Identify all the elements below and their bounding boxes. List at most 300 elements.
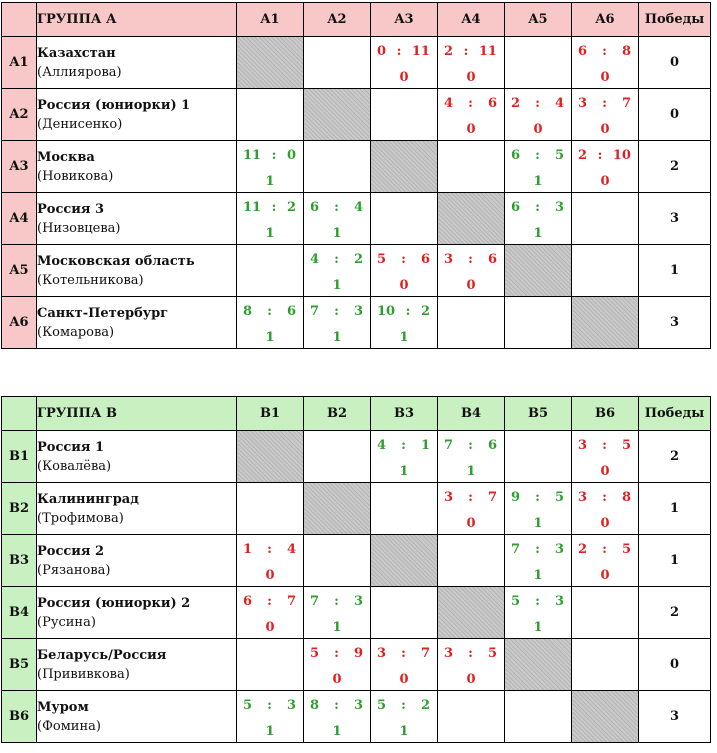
score-right: 8: [621, 44, 631, 59]
score-left: 3: [578, 96, 588, 111]
match-points: 1: [533, 568, 543, 583]
match-points: 0: [466, 516, 476, 531]
result-cell: [438, 37, 505, 89]
match-score: [237, 148, 303, 164]
result-cell: [572, 245, 639, 297]
result-cell: [505, 431, 572, 483]
match-points: 1: [265, 226, 275, 241]
team-cell: [37, 297, 237, 349]
team-cell: [37, 89, 237, 141]
team-name: Россия 2: [37, 543, 105, 559]
score-left: 2: [444, 44, 454, 59]
match-points: 0: [399, 70, 409, 85]
score-left: 6: [578, 44, 588, 59]
match-score: [438, 96, 504, 112]
result-cell: [237, 141, 304, 193]
team-name: Муром: [37, 699, 89, 715]
match-score: [237, 200, 303, 216]
match-score: [371, 438, 437, 454]
wins-count: 2: [639, 587, 711, 639]
result-cell: [371, 639, 438, 691]
score-left: 2: [578, 148, 588, 163]
row-id: A2: [2, 89, 37, 141]
coach-name: (Новикова): [37, 168, 114, 184]
score-left: 3: [444, 252, 454, 267]
result-cell: [572, 483, 639, 535]
score-separator: :: [334, 646, 339, 661]
match-score: [505, 542, 571, 558]
team-cell: [37, 431, 237, 483]
score-right: 2: [420, 304, 430, 319]
score-separator: :: [267, 594, 272, 609]
score-separator: :: [535, 200, 540, 215]
score-right: 6: [487, 96, 497, 111]
match-points: 1: [332, 226, 342, 241]
column-header: A5: [505, 3, 572, 37]
match-points: 0: [600, 174, 610, 189]
result-cell: [371, 297, 438, 349]
match-points: 1: [399, 724, 409, 739]
match-points: 0: [466, 672, 476, 687]
match-points: 1: [466, 464, 476, 479]
diagonal-cell: [371, 141, 438, 193]
score-left: 8: [243, 304, 253, 319]
match-score: [572, 438, 638, 454]
coach-name: (Комарова): [37, 324, 115, 340]
score-left: 9: [511, 490, 521, 505]
result-cell: [438, 89, 505, 141]
score-left: 5: [243, 698, 253, 713]
score-right: 3: [554, 542, 564, 557]
result-cell: [304, 587, 371, 639]
match-score: [237, 698, 303, 714]
score-left: 1: [243, 542, 253, 557]
score-right: 5: [621, 438, 631, 453]
team-cell: [37, 587, 237, 639]
score-left: 0: [377, 44, 387, 59]
result-cell: [438, 431, 505, 483]
match-score: [304, 200, 370, 216]
score-right: 3: [554, 200, 564, 215]
result-cell: [505, 141, 572, 193]
table-row: [2, 691, 711, 743]
match-score: [505, 148, 571, 164]
score-separator: :: [271, 148, 277, 163]
score-separator: :: [405, 304, 411, 319]
result-cell: [505, 483, 572, 535]
team-name: Россия 3: [37, 201, 105, 217]
diagonal-cell: [438, 193, 505, 245]
result-cell: [304, 639, 371, 691]
table-row: [2, 193, 711, 245]
wins-count: 1: [639, 483, 711, 535]
coach-name: (Низовцева): [37, 220, 121, 236]
score-left: 6: [243, 594, 253, 609]
team-cell: [37, 483, 237, 535]
wins-header: Победы: [639, 3, 711, 37]
score-right: 5: [554, 148, 564, 163]
corner-cell: [2, 3, 37, 37]
diagonal-cell: [237, 37, 304, 89]
score-separator: :: [267, 304, 272, 319]
match-score: [371, 304, 437, 320]
coach-name: (Фомина): [37, 718, 101, 734]
wins-count: 0: [639, 89, 711, 141]
column-header: B3: [371, 397, 438, 431]
match-score: [505, 594, 571, 610]
match-score: [438, 44, 504, 60]
score-right: 11: [478, 44, 497, 59]
coach-name: (Аллиярова): [37, 64, 122, 80]
match-score: [438, 490, 504, 506]
wins-count: 3: [639, 691, 711, 743]
table-row: [2, 431, 711, 483]
score-separator: :: [463, 44, 469, 59]
match-points: 0: [265, 620, 275, 635]
diagonal-cell: [572, 297, 639, 349]
score-right: 5: [554, 490, 564, 505]
score-right: 6: [487, 438, 497, 453]
match-points: 1: [265, 174, 275, 189]
score-right: 8: [621, 490, 631, 505]
score-separator: :: [401, 698, 406, 713]
score-left: 3: [578, 438, 588, 453]
result-cell: [237, 297, 304, 349]
match-score: [237, 304, 303, 320]
team-name: Казахстан: [37, 45, 116, 61]
match-points: 0: [466, 278, 476, 293]
score-separator: :: [597, 148, 603, 163]
table-row: [2, 89, 711, 141]
match-points: 0: [466, 70, 476, 85]
result-cell: [304, 431, 371, 483]
match-points: 0: [600, 516, 610, 531]
score-left: 3: [377, 646, 387, 661]
column-header: B5: [505, 397, 572, 431]
score-separator: :: [468, 96, 473, 111]
result-cell: [237, 691, 304, 743]
match-points: 1: [332, 724, 342, 739]
result-cell: [304, 297, 371, 349]
diagonal-cell: [237, 431, 304, 483]
table-row: [2, 587, 711, 639]
diagonal-cell: [572, 691, 639, 743]
result-cell: [505, 193, 572, 245]
row-id: B1: [2, 431, 37, 483]
match-score: [438, 252, 504, 268]
result-cell: [572, 89, 639, 141]
result-cell: [371, 483, 438, 535]
match-points: 1: [533, 516, 543, 531]
table-row: [2, 483, 711, 535]
score-right: 7: [420, 646, 430, 661]
result-cell: [371, 691, 438, 743]
score-right: 6: [487, 252, 497, 267]
row-id: B6: [2, 691, 37, 743]
match-points: 1: [265, 724, 275, 739]
score-separator: :: [535, 148, 540, 163]
team-name: Россия 1: [37, 439, 105, 455]
score-left: 7: [511, 542, 521, 557]
result-cell: [572, 639, 639, 691]
diagonal-cell: [304, 89, 371, 141]
corner-cell: [2, 397, 37, 431]
row-id: A1: [2, 37, 37, 89]
score-right: 3: [353, 304, 363, 319]
match-points: 0: [399, 672, 409, 687]
column-header: A6: [572, 3, 639, 37]
result-cell: [237, 89, 304, 141]
score-separator: :: [602, 490, 607, 505]
row-id: A6: [2, 297, 37, 349]
match-score: [572, 44, 638, 60]
match-points: 1: [332, 620, 342, 635]
coach-name: (Денисенко): [37, 116, 123, 132]
score-right: 6: [286, 304, 296, 319]
team-cell: [37, 37, 237, 89]
score-separator: :: [535, 542, 540, 557]
team-name: Москва: [37, 149, 95, 165]
result-cell: [371, 193, 438, 245]
coach-name: (Рязанова): [37, 562, 111, 578]
result-cell: [438, 297, 505, 349]
header-row: [2, 3, 711, 37]
score-separator: :: [334, 200, 339, 215]
score-separator: :: [602, 44, 607, 59]
match-points: 0: [265, 568, 275, 583]
row-id: A5: [2, 245, 37, 297]
result-cell: [505, 89, 572, 141]
result-cell: [371, 587, 438, 639]
score-left: 10: [377, 304, 396, 319]
result-cell: [572, 431, 639, 483]
score-right: 0: [286, 148, 296, 163]
result-cell: [438, 639, 505, 691]
score-separator: :: [271, 200, 277, 215]
score-left: 7: [310, 304, 320, 319]
column-header: A3: [371, 3, 438, 37]
score-right: 2: [420, 698, 430, 713]
result-cell: [237, 483, 304, 535]
wins-count: 1: [639, 245, 711, 297]
result-cell: [304, 535, 371, 587]
diagonal-cell: [304, 483, 371, 535]
score-left: 3: [578, 490, 588, 505]
score-left: 6: [310, 200, 320, 215]
coach-name: (Прививкова): [37, 666, 130, 682]
score-left: 11: [243, 148, 262, 163]
table-row: [2, 639, 711, 691]
match-points: 1: [399, 330, 409, 345]
team-cell: [37, 639, 237, 691]
result-cell: [572, 141, 639, 193]
score-separator: :: [401, 252, 406, 267]
team-cell: [37, 245, 237, 297]
match-score: [438, 438, 504, 454]
match-score: [371, 44, 437, 60]
result-cell: [572, 587, 639, 639]
team-name: Калининград: [37, 491, 139, 507]
score-right: 2: [353, 252, 363, 267]
wins-count: 1: [639, 535, 711, 587]
column-header: B2: [304, 397, 371, 431]
score-separator: :: [468, 438, 473, 453]
column-header: A1: [237, 3, 304, 37]
score-left: 8: [310, 698, 320, 713]
team-name: Россия (юниорки) 2: [37, 595, 191, 611]
team-name: Московская область: [37, 253, 195, 269]
result-cell: [505, 587, 572, 639]
match-points: 1: [265, 330, 275, 345]
column-header: A4: [438, 3, 505, 37]
match-score: [304, 252, 370, 268]
column-header: A2: [304, 3, 371, 37]
match-score: [572, 490, 638, 506]
group-b-body: [2, 431, 711, 743]
column-header: B6: [572, 397, 639, 431]
result-cell: [304, 37, 371, 89]
score-right: 9: [353, 646, 363, 661]
match-score: [505, 200, 571, 216]
wins-count: 0: [639, 37, 711, 89]
team-cell: [37, 535, 237, 587]
score-separator: :: [334, 304, 339, 319]
score-right: 3: [353, 594, 363, 609]
match-score: [371, 646, 437, 662]
result-cell: [371, 89, 438, 141]
result-cell: [438, 535, 505, 587]
match-score: [304, 646, 370, 662]
score-left: 5: [511, 594, 521, 609]
score-left: 3: [444, 490, 454, 505]
table-row: [2, 297, 711, 349]
diagonal-cell: [371, 535, 438, 587]
match-score: [572, 542, 638, 558]
score-separator: :: [535, 96, 540, 111]
coach-name: (Русина): [37, 614, 96, 630]
row-id: B4: [2, 587, 37, 639]
result-cell: [371, 431, 438, 483]
score-right: 7: [286, 594, 296, 609]
score-separator: :: [535, 490, 540, 505]
table-row: [2, 141, 711, 193]
result-cell: [505, 37, 572, 89]
score-right: 11: [411, 44, 430, 59]
score-right: 7: [487, 490, 497, 505]
match-score: [237, 542, 303, 558]
result-cell: [438, 245, 505, 297]
match-score: [371, 252, 437, 268]
match-points: 0: [600, 568, 610, 583]
score-separator: :: [602, 542, 607, 557]
team-name: Санкт-Петербург: [37, 305, 169, 321]
score-separator: :: [334, 594, 339, 609]
score-left: 5: [377, 252, 387, 267]
diagonal-cell: [438, 587, 505, 639]
group-a-table: [1, 2, 711, 349]
row-id: A4: [2, 193, 37, 245]
score-separator: :: [267, 698, 272, 713]
match-score: [505, 96, 571, 112]
score-left: 5: [377, 698, 387, 713]
score-left: 2: [511, 96, 521, 111]
wins-count: 0: [639, 639, 711, 691]
result-cell: [438, 691, 505, 743]
result-cell: [304, 691, 371, 743]
match-points: 1: [533, 174, 543, 189]
score-separator: :: [267, 542, 272, 557]
score-left: 4: [377, 438, 387, 453]
match-score: [572, 96, 638, 112]
match-points: 0: [600, 464, 610, 479]
match-score: [237, 594, 303, 610]
score-right: 10: [612, 148, 631, 163]
match-score: [572, 148, 638, 164]
score-left: 5: [310, 646, 320, 661]
match-points: 0: [600, 122, 610, 137]
score-right: 3: [353, 698, 363, 713]
wins-header: Победы: [639, 397, 711, 431]
coach-name: (Ковалёва): [37, 458, 112, 474]
match-points: 1: [533, 226, 543, 241]
table-row: [2, 245, 711, 297]
team-name: Беларусь/Россия: [37, 647, 167, 663]
result-cell: [237, 639, 304, 691]
score-left: 6: [511, 148, 521, 163]
match-score: [304, 698, 370, 714]
result-cell: [572, 37, 639, 89]
score-right: 3: [554, 594, 564, 609]
score-right: 4: [353, 200, 363, 215]
coach-name: (Котельникова): [37, 272, 144, 288]
table-row: [2, 37, 711, 89]
match-score: [438, 646, 504, 662]
group-title: ГРУППА B: [37, 397, 237, 431]
result-cell: [371, 245, 438, 297]
score-right: 4: [286, 542, 296, 557]
score-right: 5: [621, 542, 631, 557]
wins-count: 3: [639, 297, 711, 349]
team-name: Россия (юниорки) 1: [37, 97, 191, 113]
score-left: 7: [310, 594, 320, 609]
diagonal-cell: [505, 245, 572, 297]
score-left: 4: [310, 252, 320, 267]
column-header: B4: [438, 397, 505, 431]
score-separator: :: [535, 594, 540, 609]
result-cell: [572, 535, 639, 587]
match-points: 1: [533, 620, 543, 635]
score-right: 3: [286, 698, 296, 713]
column-header: B1: [237, 397, 304, 431]
row-id: B2: [2, 483, 37, 535]
result-cell: [438, 141, 505, 193]
score-left: 3: [444, 646, 454, 661]
wins-count: 3: [639, 193, 711, 245]
group-a-body: [2, 37, 711, 349]
match-points: 0: [332, 672, 342, 687]
match-points: 1: [332, 330, 342, 345]
score-left: 4: [444, 96, 454, 111]
result-cell: [304, 193, 371, 245]
group-title: ГРУППА А: [37, 3, 237, 37]
row-id: B3: [2, 535, 37, 587]
score-separator: :: [602, 96, 607, 111]
match-points: 0: [466, 122, 476, 137]
match-score: [304, 594, 370, 610]
score-separator: :: [334, 698, 339, 713]
team-cell: [37, 691, 237, 743]
match-points: 0: [399, 278, 409, 293]
